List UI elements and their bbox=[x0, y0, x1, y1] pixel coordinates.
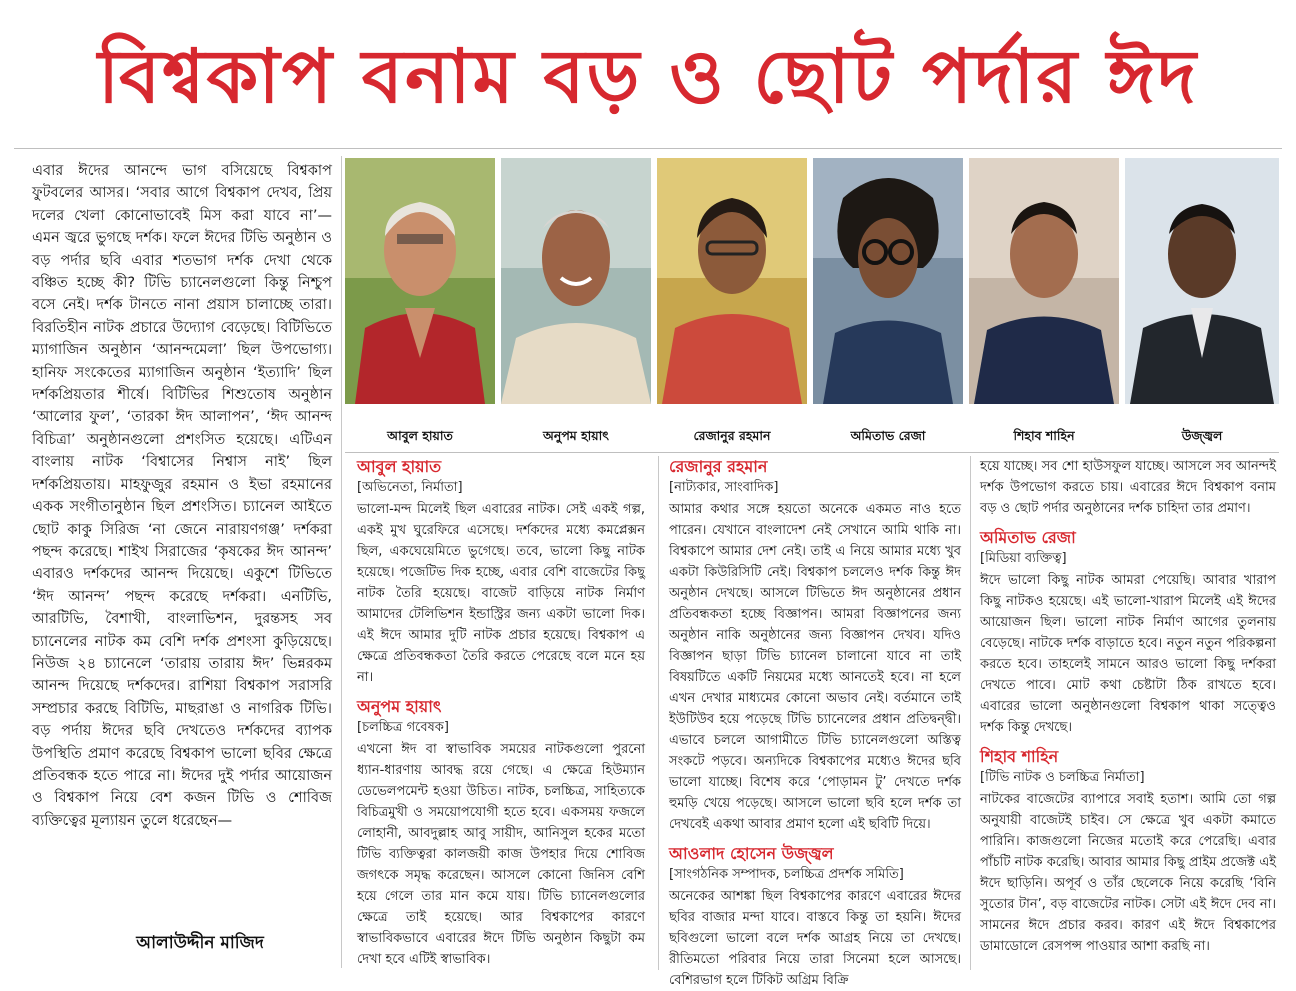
interview-shihab-shahin bbox=[980, 746, 1276, 957]
interview-anupam-hayat bbox=[357, 696, 645, 970]
photo-shihab-shahin bbox=[969, 158, 1119, 404]
interviewee-role: [টিভি নাটক ও চলচ্চিত্র নির্মাতা] bbox=[980, 770, 1145, 785]
photo-caption: অনুপম হায়াৎ bbox=[543, 428, 609, 443]
portrait-row bbox=[345, 158, 1279, 450]
lead-paragraph: এবার ঈদের আনন্দে ভাগ বসিয়েছে বিশ্বকাপ ফুটবলের আসর। ‘সবার আগে বিশ্বকাপ দেখব, প্রিয় দলের খেলা কোনোভাবেই মিস করা যাবে না’— এমন জ্বরে ভুগছে দর্শক। ফলে ঈদের টিভি অনুষ্ঠান ও বড় পর্দার ছবি এবার শতভাগ দর্শক দেখা থেকে বঞ্চিত হচ্ছে কী? টিভি চ্যানেলগুলো কিন্তু নিশ্চুপ বসে নেই। দর্শক টানতে নানা প্রয়াস চালাচ্ছে তারা। বিরতিহীন নাটক প্রচারে উদ্যোগ বেড়েছে। বিটিভিতে ম্যাগাজিন অনুষ্ঠান ‘আনন্দমেলা’ ছিল উপভোগ্য। হানিফ সংকেতের ম্যাগাজিন অনুষ্ঠান ‘ইত্যাদি’ ছিল দর্শকপ্রিয়তার শীর্ষে। বিটিভির শিশুতোষ অনুষ্ঠান ‘আলোর ফুল’, ‘তারকা ঈদ আলাপন’, ‘ঈদ আনন্দ বিচিত্রা’ অনুষ্ঠানগুলো প্রশংসিত হয়েছে। এটিএন বাংলায় নাটক ‘বিশ্বাসের নিশ্বাস নাই’ ছিল দর্শকপ্রিয়তায়। মাহফুজুর রহমান ও ইভা রহমানের একক সংগীতানুষ্ঠান ছিল প্রশংসিত। চ্যানেল আইতে ছোট কাকু সিরিজ ‘না জেনে নারায়ণগঞ্জ’ দর্শকরা পছন্দ করেছে। শাইখ সিরাজের ‘কৃষকের ঈদ আনন্দ’ এবারও দর্শকদের আনন্দ দিয়েছে। একুশে টিভিতে ‘ঈদ আনন্দ’ পছন্দ করেছে দর্শকরা। এনটিভি, আরটিভি, বৈশাখী, বাংলাভিশন, দুরন্তসহ সব চ্যানেলের নাটক কম বেশি দর্শক প্রশংসা কুড়িয়েছে। নিউজ ২৪ চ্যানেলে ‘তারায় তারায় ঈদ’ ভিন্নরকম আনন্দ দিয়েছে দর্শকদের। রাশিয়া বিশ্বকাপ সরাসরি সম্প্রচার করছে বিটিভি, মাছরাঙা ও নাগরিক টিভি। বড় পর্দায় ঈদের ছবি দেখতেও দর্শকদের ব্যাপক উপস্থিতি প্রমাণ করেছে বিশ্বকাপ ভালো ছবির ক্ষেত্রে প্রতিবন্ধক হতে পারে না। ঈদের দুই পর্দার আয়োজন ও বিশ্বকাপ নিয়ে বেশ কজন টিভি ও শোবিজ ব্যক্তিত্বের মূল্যায়ন তুলে ধরেছেন— bbox=[32, 163, 332, 829]
photo-ujjal bbox=[1125, 158, 1279, 404]
interview-rezanur-rahman bbox=[669, 456, 961, 835]
interview-column-1 bbox=[357, 456, 645, 970]
interviewee-role: [চলচ্চিত্র গবেষক] bbox=[357, 720, 449, 735]
byline: আলাউদ্দীন মাজিদ bbox=[136, 933, 264, 953]
photo-rezanur-rahman bbox=[657, 158, 807, 404]
lead-column bbox=[32, 160, 332, 926]
interview-text: এখনো ঈদ বা স্বাভাবিক সময়ের নাটকগুলো পুরনো ধ্যান-ধারণায় আবদ্ধ রয়ে গেছে। এ ক্ষেত্রে হিউম্যান ডেভেলপমেন্ট হওয়া উচিত। নাটক, চলচ্চিত্র, সাহিত্যকে বিচিত্রমুখী ও সময়োপযোগী হতে হবে। একসময় ফজলে লোহানী, আবদুল্লাহ আবু সায়ীদ, আনিসুল হকের মতো টিভি ব্যক্তিত্বরা কালজয়ী কাজ উপহার দিয়ে শোবিজ জগৎকে সমৃদ্ধ করেছেন। আসলে কোনো জিনিস বেশি হয়ে গেলে তার মান কমে যায়। টিভি চ্যানেলগুলোর ক্ষেত্রে তাই হয়েছে। আর বিশ্বকাপের কারণে স্বাভাবিকভাবে এবারের ঈদে টিভি অনুষ্ঠান কিছুটা কম দেখা হবে এটিই স্বাভাবিক। bbox=[357, 742, 645, 967]
interview-amitabh-reza bbox=[980, 527, 1276, 738]
continuation-text-block bbox=[980, 456, 1276, 519]
interviewee-name: শিহাব শাহিন bbox=[980, 747, 1059, 766]
interviewee-role: [অভিনেতা, নির্মাতা] bbox=[357, 480, 463, 495]
photo-caption: আবুল হায়াত bbox=[387, 428, 453, 443]
interviewee-role: [সাংগঠনিক সম্পাদক, চলচ্চিত্র প্রদর্শক সমিতি] bbox=[669, 867, 904, 882]
headline: বিশ্বকাপ বনাম বড় ও ছোট পর্দার ঈদ bbox=[97, 34, 1199, 120]
interview-text: ভালো-মন্দ মিলেই ছিল এবারের নাটক। সেই একই গল্প, একই মুখ ঘুরেফিরে এসেছে। দর্শকদের মধ্যে কমপ্লেক্সন ছিল, একঘেয়েমিতে ভুগেছে। তবে, ভালো কিছু নাটক হয়েছে। পজেটিভ দিক হচ্ছে, এবার বেশি বাজেটের কিছু নাটক তৈরি হয়েছে। বাজেট বাড়িয়ে নাটক নির্মাণ আমাদের টেলিভিশন ইন্ডাস্ট্রির জন্য একটা ভালো দিক। এই ঈদে আমার দুটি নাটক প্রচার হয়েছে। বিশ্বকাপ এ ক্ষেত্রে প্রতিবন্ধকতা তৈরি করতে পেরেছে বলে মনে হয় না। bbox=[357, 502, 645, 685]
interviewee-role: [নাট্যকার, সাংবাদিক] bbox=[669, 480, 779, 495]
photo-caption: উজ্জ্বল bbox=[1181, 428, 1223, 443]
column-divider bbox=[970, 456, 971, 970]
interviewee-name: রেজানুর রহমান bbox=[669, 457, 768, 476]
photo-rule bbox=[345, 452, 1279, 453]
interviewee-name: আওলাদ হোসেন উজ্জ্বল bbox=[669, 844, 834, 863]
interview-abul-hayat bbox=[357, 456, 645, 688]
interview-column-2 bbox=[669, 456, 961, 988]
photo-caption: শিহাব শাহিন bbox=[1013, 428, 1075, 443]
photo-caption: অমিতাভ রেজা bbox=[850, 428, 926, 443]
column-divider bbox=[658, 456, 659, 970]
interview-text: আমার কথার সঙ্গে হয়তো অনেকে একমত নাও হতে পারেন। যেখানে বাংলাদেশ নেই সেখানে আমি থাকি না। বিশ্বকাপে আমার দেশ নেই। তাই এ নিয়ে আমার মধ্যে খুব একটা কিউরিসিটি নেই। বিশ্বকাপ চললেও দর্শক কিন্তু ঈদ অনুষ্ঠান দেখছে। আসলে টিভিতে ঈদ অনুষ্ঠানের প্রধান প্রতিবন্ধকতা হচ্ছে বিজ্ঞাপন। আমরা বিজ্ঞাপনের জন্য অনুষ্ঠান নাকি অনুষ্ঠানের জন্য বিজ্ঞাপন দেখব। যদিও বিজ্ঞাপন ছাড়া টিভি চ্যানেল চালানো যাবে না তাই বিষয়টিতে একটি নিয়মের মধ্যে আনতেই হবে। না হলে এখন দেখার মাধ্যমের কোনো অভাব নেই। বর্তমানে তাই ইউটিউব হয়ে পড়েছে টিভি চ্যানেলের প্রধান প্রতিদ্বন্দ্বী। এভাবে চললে আগামীতে টিভি চ্যানেলগুলো অস্তিত্ব সংকটে পড়বে। অন্যদিকে বিশ্বকাপের মধ্যেও ঈদের ছবি ভালো যাচ্ছে। বিশেষ করে ‘পোড়ামন টু’ দেখতে দর্শক হুমড়ি খেয়ে পড়েছে। আসলে ভালো ছবি হলে দর্শক তা দেখবেই একথা আবার প্রমাণ হলো এই ছবিটি দিয়ে। bbox=[669, 502, 961, 832]
photo-caption: রেজানুর রহমান bbox=[693, 428, 771, 443]
photo-anupam-hayat bbox=[501, 158, 651, 404]
headline-rule bbox=[14, 148, 1282, 149]
interview-awlad-hossain-ujjal bbox=[669, 843, 961, 991]
interview-text: নাটকের বাজেটের ব্যাপারে সবাই হতাশ। আমি তো গল্প অনুযায়ী বাজেটই চাইব। সে ক্ষেত্রে খুব একটা কমাতে পারিনি। কাজগুলো নিজের মতোই করে পেরেছি। এবার পাঁচটি নাটক করেছি। আবার আমার কিছু প্রাইম প্রজেক্ট এই ঈদে ছাড়িনি। অপূর্ব ও তাঁর ছেলেকে নিয়ে করেছি ‘বিনি সুতোর টান’, বড় বাজেটের নাটক। সেটা এই ঈদে দেব না। সামনের ঈদে প্রচার করব। কারণ এই ঈদে বিশ্বকাপের ডামাডোলে রেসপন্স পাওয়ার আশা করছি না। bbox=[980, 792, 1276, 954]
column-divider bbox=[341, 156, 342, 968]
interviewee-name: আবুল হায়াত bbox=[357, 457, 442, 476]
interviewee-role: [মিডিয়া ব্যক্তিত্ব] bbox=[980, 551, 1067, 566]
interview-column-3 bbox=[980, 456, 1276, 970]
interviewee-name: অমিতাভ রেজা bbox=[980, 528, 1076, 547]
photo-amitabh-reza bbox=[813, 158, 963, 404]
interview-text: অনেকের আশঙ্কা ছিল বিশ্বকাপের কারণে এবারের ঈদের ছবির বাজার মন্দা যাবে। বাস্তবে কিন্তু তা হয়নি। ঈদের ছবিগুলো ভালো বলে দর্শক আগ্রহ নিয়ে তা দেখছে। রীতিমতো পরিবার নিয়ে তারা সিনেমা হলে আসছে। বেশিরভাগ হলে টিকিট অগ্রিম বিক্রি bbox=[669, 889, 961, 988]
interviewee-name: অনুপম হায়াৎ bbox=[357, 697, 442, 716]
photo-abul-hayat bbox=[345, 158, 495, 404]
interview-text: ঈদে ভালো কিছু নাটক আমরা পেয়েছি। আবার খারাপ কিছু নাটকও হয়েছে। এই ভালো-খারাপ মিলেই এই ঈদের আয়োজন ছিল। ভালো নাটক নির্মাণ আগের তুলনায় বেড়েছে। নাটকে দর্শক বাড়াতে হবে। নতুন নতুন পরিকল্পনা করতে হবে। তাহলেই সামনে আরও ভালো কিছু দর্শকরা দেখতে পাবে। মোট কথা চেষ্টাটা ঠিক রাখতে হবে। এবারের ভালো অনুষ্ঠানগুলো বিশ্বকাপ থাকা সত্ত্বেও দর্শক কিন্তু দেখছে। bbox=[980, 573, 1276, 735]
interview-text: হয়ে যাচ্ছে। সব শো হাউসফুল যাচ্ছে। আসলে সব আনন্দই দর্শক উপভোগ করতে চায়। এবারের ঈদে বিশ্বকাপ বনাম বড় ও ছোট পর্দার অনুষ্ঠানের দর্শক চাহিদা তার প্রমাণ। bbox=[980, 459, 1276, 516]
